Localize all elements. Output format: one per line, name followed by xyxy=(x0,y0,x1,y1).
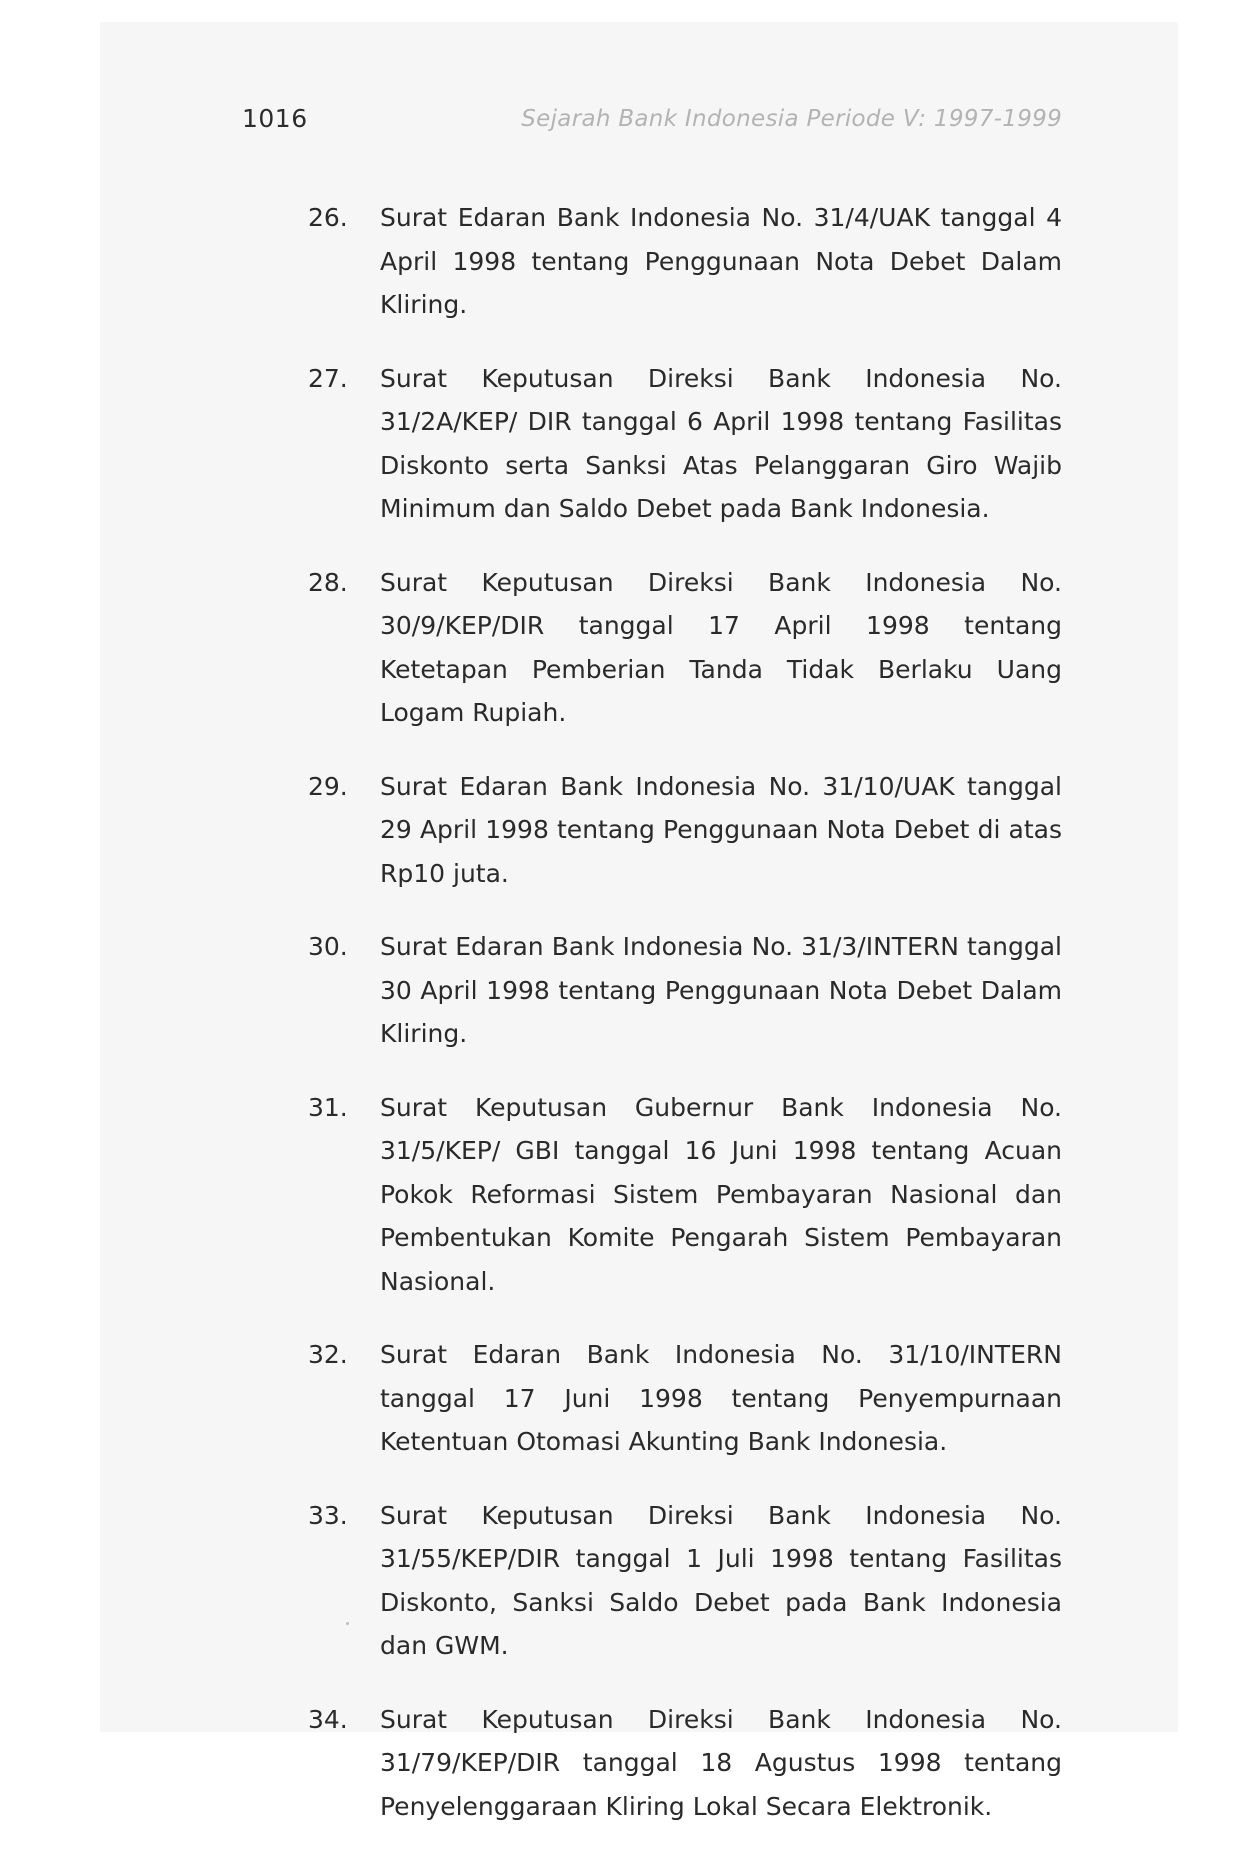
scan-speck xyxy=(346,1622,349,1625)
reference-text: Surat Keputusan Direksi Bank Indonesia No. 31/79/KEP/DIR tanggal 18 Agustus 1998 tentang Penyelenggaraan Kliring Lokal Secara Elektronik. xyxy=(380,1704,1062,1821)
reference-text: Surat Edaran Bank Indonesia No. 31/10/INTERN tanggal 17 Juni 1998 tentang Penyempurnaan Ketentuan Otomasi Akunting Bank Indonesia. xyxy=(380,1340,1062,1456)
reference-text: Surat Edaran Bank Indonesia No. 31/4/UAK tanggal 4 April 1998 tentang Penggunaan Nota Debet Dalam Kliring. xyxy=(380,203,1062,319)
reference-text: Surat Keputusan Gubernur Bank Indonesia No. 31/5/KEP/ GBI tanggal 16 Juni 1998 tentang Acuan Pokok Reformasi Sistem Pembayaran Nasional dan Pembentukan Komite Pengarah Sistem Pembayaran Nasional. xyxy=(380,1092,1062,1296)
reference-text: Surat Edaran Bank Indonesia No. 31/3/INTERN tanggal 30 April 1998 tentang Penggunaan Nota Debet Dalam Kliring. xyxy=(380,932,1062,1048)
reference-item xyxy=(300,765,1062,896)
reference-number: 32. xyxy=(308,1340,348,1369)
reference-item xyxy=(300,561,1062,735)
reference-item xyxy=(300,196,1062,327)
reference-item xyxy=(300,1698,1062,1829)
reference-list xyxy=(300,196,1062,1858)
reference-number: 33. xyxy=(308,1500,348,1530)
reference-text: Surat Edaran Bank Indonesia No. 31/10/UAK tanggal 29 April 1998 tentang Penggunaan Nota Debet di atas Rp10 juta. xyxy=(380,771,1062,888)
running-title: Sejarah Bank Indonesia Periode V: 1997-1999 xyxy=(521,106,1062,132)
reference-text: Surat Keputusan Direksi Bank Indonesia No. 31/55/KEP/DIR tanggal 1 Juli 1998 tentang Fasilitas Diskonto, Sanksi Saldo Debet pada Bank Indonesia dan GWM. xyxy=(380,1500,1062,1660)
reference-item xyxy=(300,925,1062,1056)
reference-number: 29. xyxy=(308,771,348,801)
reference-number: 26. xyxy=(308,203,348,232)
page-header xyxy=(242,100,1062,140)
page-number: 1016 xyxy=(242,104,308,133)
reference-text: Surat Keputusan Direksi Bank Indonesia No. 30/9/KEP/DIR tanggal 17 April 1998 tentang Ketetapan Pemberian Tanda Tidak Berlaku Uang Logam Rupiah. xyxy=(380,567,1062,727)
reference-item xyxy=(300,1086,1062,1304)
reference-number: 34. xyxy=(308,1704,348,1734)
reference-number: 30. xyxy=(308,932,348,961)
reference-text: Surat Keputusan Direksi Bank Indonesia No. 31/2A/KEP/ DIR tanggal 6 April 1998 tentang Fasilitas Diskonto serta Sanksi Atas Pelanggaran Giro Wajib Minimum dan Saldo Debet pada Bank Indonesia. xyxy=(380,363,1062,523)
reference-item xyxy=(300,357,1062,531)
reference-number: 27. xyxy=(308,363,348,393)
reference-item xyxy=(300,1333,1062,1464)
reference-number: 31. xyxy=(308,1092,348,1122)
reference-number: 28. xyxy=(308,567,348,597)
reference-item xyxy=(300,1494,1062,1668)
